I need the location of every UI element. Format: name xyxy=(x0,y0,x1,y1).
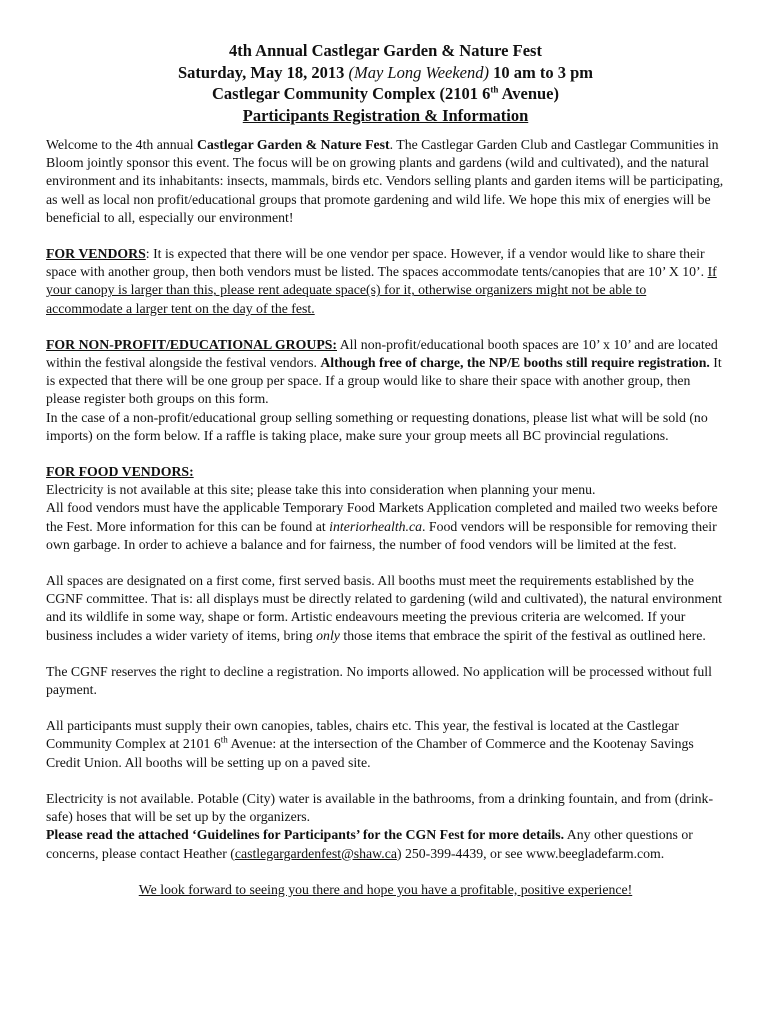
event-title: 4th Annual Castlegar Garden & Nature Fest xyxy=(229,41,542,60)
food-electricity-note: Electricity is not available at this site; please take this into consideration when planning your menu. xyxy=(46,482,596,498)
canopy-warning: If your canopy is larger than this, please rent adequate space(s) for it, otherwise organizers might not be able to accommodate a larger tent on the day of the fest. xyxy=(46,264,717,316)
event-location: Castlegar Community Complex (2101 6th Avenue) xyxy=(211,84,559,103)
food-vendors-paragraph: All food vendors must have the applicable Temporary Food Markets Application completed and mailed two weeks before the Fest. More information for this can be found at interiorhealth.ca. Food vendors will be responsible for removing their own garbage. In order to achieve a balance and for fairness, the number of food vendors will be limited at the fest. xyxy=(46,500,718,552)
vendors-heading: FOR VENDORS xyxy=(46,246,146,262)
document-subtitle: Participants Registration & Information xyxy=(242,105,529,125)
closing-line: We look forward to seeing you there and hope you have a profitable, positive experience! xyxy=(138,881,633,897)
nonprofit-registration-note: Although free of charge, the NP/E booths still require registration. xyxy=(320,355,710,371)
nonprofit-heading: FOR NON-PROFIT/EDUCATIONAL GROUPS: xyxy=(46,336,338,352)
food-heading: FOR FOOD VENDORS: xyxy=(46,464,194,480)
nonprofit-selling-note: In the case of a non-profit/educational group selling something or requesting donations, please list what will be sold (no imports) on the form below. If a raffle is taking place, make sure your group meets all BC provincial regulations. xyxy=(46,409,708,443)
welcome-paragraph: Welcome to the 4th annual Castlegar Garden & Nature Fest. The Castlegar Garden Club and Castlegar Communities in Bloom jointly sponsor this event. The focus will be on growing plants and gardens (wild and cultivated), and the natural environment and its inhabitants: insects, mammals, birds etc. Vendors selling plants and garden items will be participating, as well as local non profit/educational groups that promote gardening and wild life. We hope this mix of energies will be beneficial to all, especially our environment! xyxy=(46,137,724,225)
event-date-line xyxy=(46,62,725,84)
spaces-paragraph: All spaces are designated on a first come, first served basis. All booths must meet the requirements established by the CGNF committee. That is: all displays must be directly related to gardening (wild and cultivated), the natural environment and its wildlife in some way, shape or form. Artistic endeavours meeting the previous criteria are welcomed. If your business includes a wider variety of items, bring only those items that embrace the spirit of the festival as outlined here. xyxy=(46,573,723,643)
fest-name: Castlegar Garden & Nature Fest xyxy=(197,137,390,152)
event-weekend-note: (May Long Weekend) xyxy=(348,62,489,82)
event-time: 10 am to 3 pm xyxy=(493,62,594,82)
nonprofit-section: FOR NON-PROFIT/EDUCATIONAL GROUPS: All non-profit/educational booth spaces are 10’ x 10’ and are located within the festival alongside the festival vendors. Although free of charge, the NP/E booths still require registration. It is expected that there will be one group per space. If a group would like to share their space with another group, then please register both groups on this form. xyxy=(46,336,722,407)
document-header xyxy=(46,40,725,126)
vendors-section: FOR VENDORS: It is expected that there will be one vendor per space. However, if a vendor would like to share their space with another group, then both vendors must be listed. The spaces accommodate tents/canopies that are 10’ X 10’. If your canopy is larger than this, please rent adequate space(s) for it, otherwise organizers might not be able to accommodate a larger tent on the day of the fest. xyxy=(46,246,717,316)
event-date: Saturday, May 18, 2013 xyxy=(177,62,345,82)
interiorhealth-link: interiorhealth.ca xyxy=(329,518,423,534)
food-heading-line xyxy=(46,463,725,481)
reserve-paragraph: The CGNF reserves the right to decline a registration. No imports allowed. No application will be processed without full payment. xyxy=(46,663,712,698)
guidelines-note: Please read the attached ‘Guidelines for Participants’ for the CGN Fest for more details. xyxy=(46,827,565,843)
document-body xyxy=(46,136,725,899)
contact-email-link[interactable]: castlegargardenfest@shaw.ca xyxy=(234,845,397,861)
electricity-paragraph: Electricity is not available. Potable (City) water is available in the bathrooms, from a drinking fountain, and from (drink-safe) hoses that will be set up by the organizers. Please read the attached ‘Guidelines for Participants’ for the CGN Fest for more details. Any other questions or concerns, please contact Heather (castlegargardenfest@shaw.ca) 250-399-4439, or see www.beegladefarm.com. xyxy=(46,790,714,861)
canopies-paragraph: All participants must supply their own canopies, tables, chairs etc. This year, the festival is located at the Castlegar Community Complex at 2101 6th Avenue: at the intersection of the Chamber of Commerce and the Kootenay Savings Credit Union. All booths will be setting up on a paved site. xyxy=(46,718,694,770)
